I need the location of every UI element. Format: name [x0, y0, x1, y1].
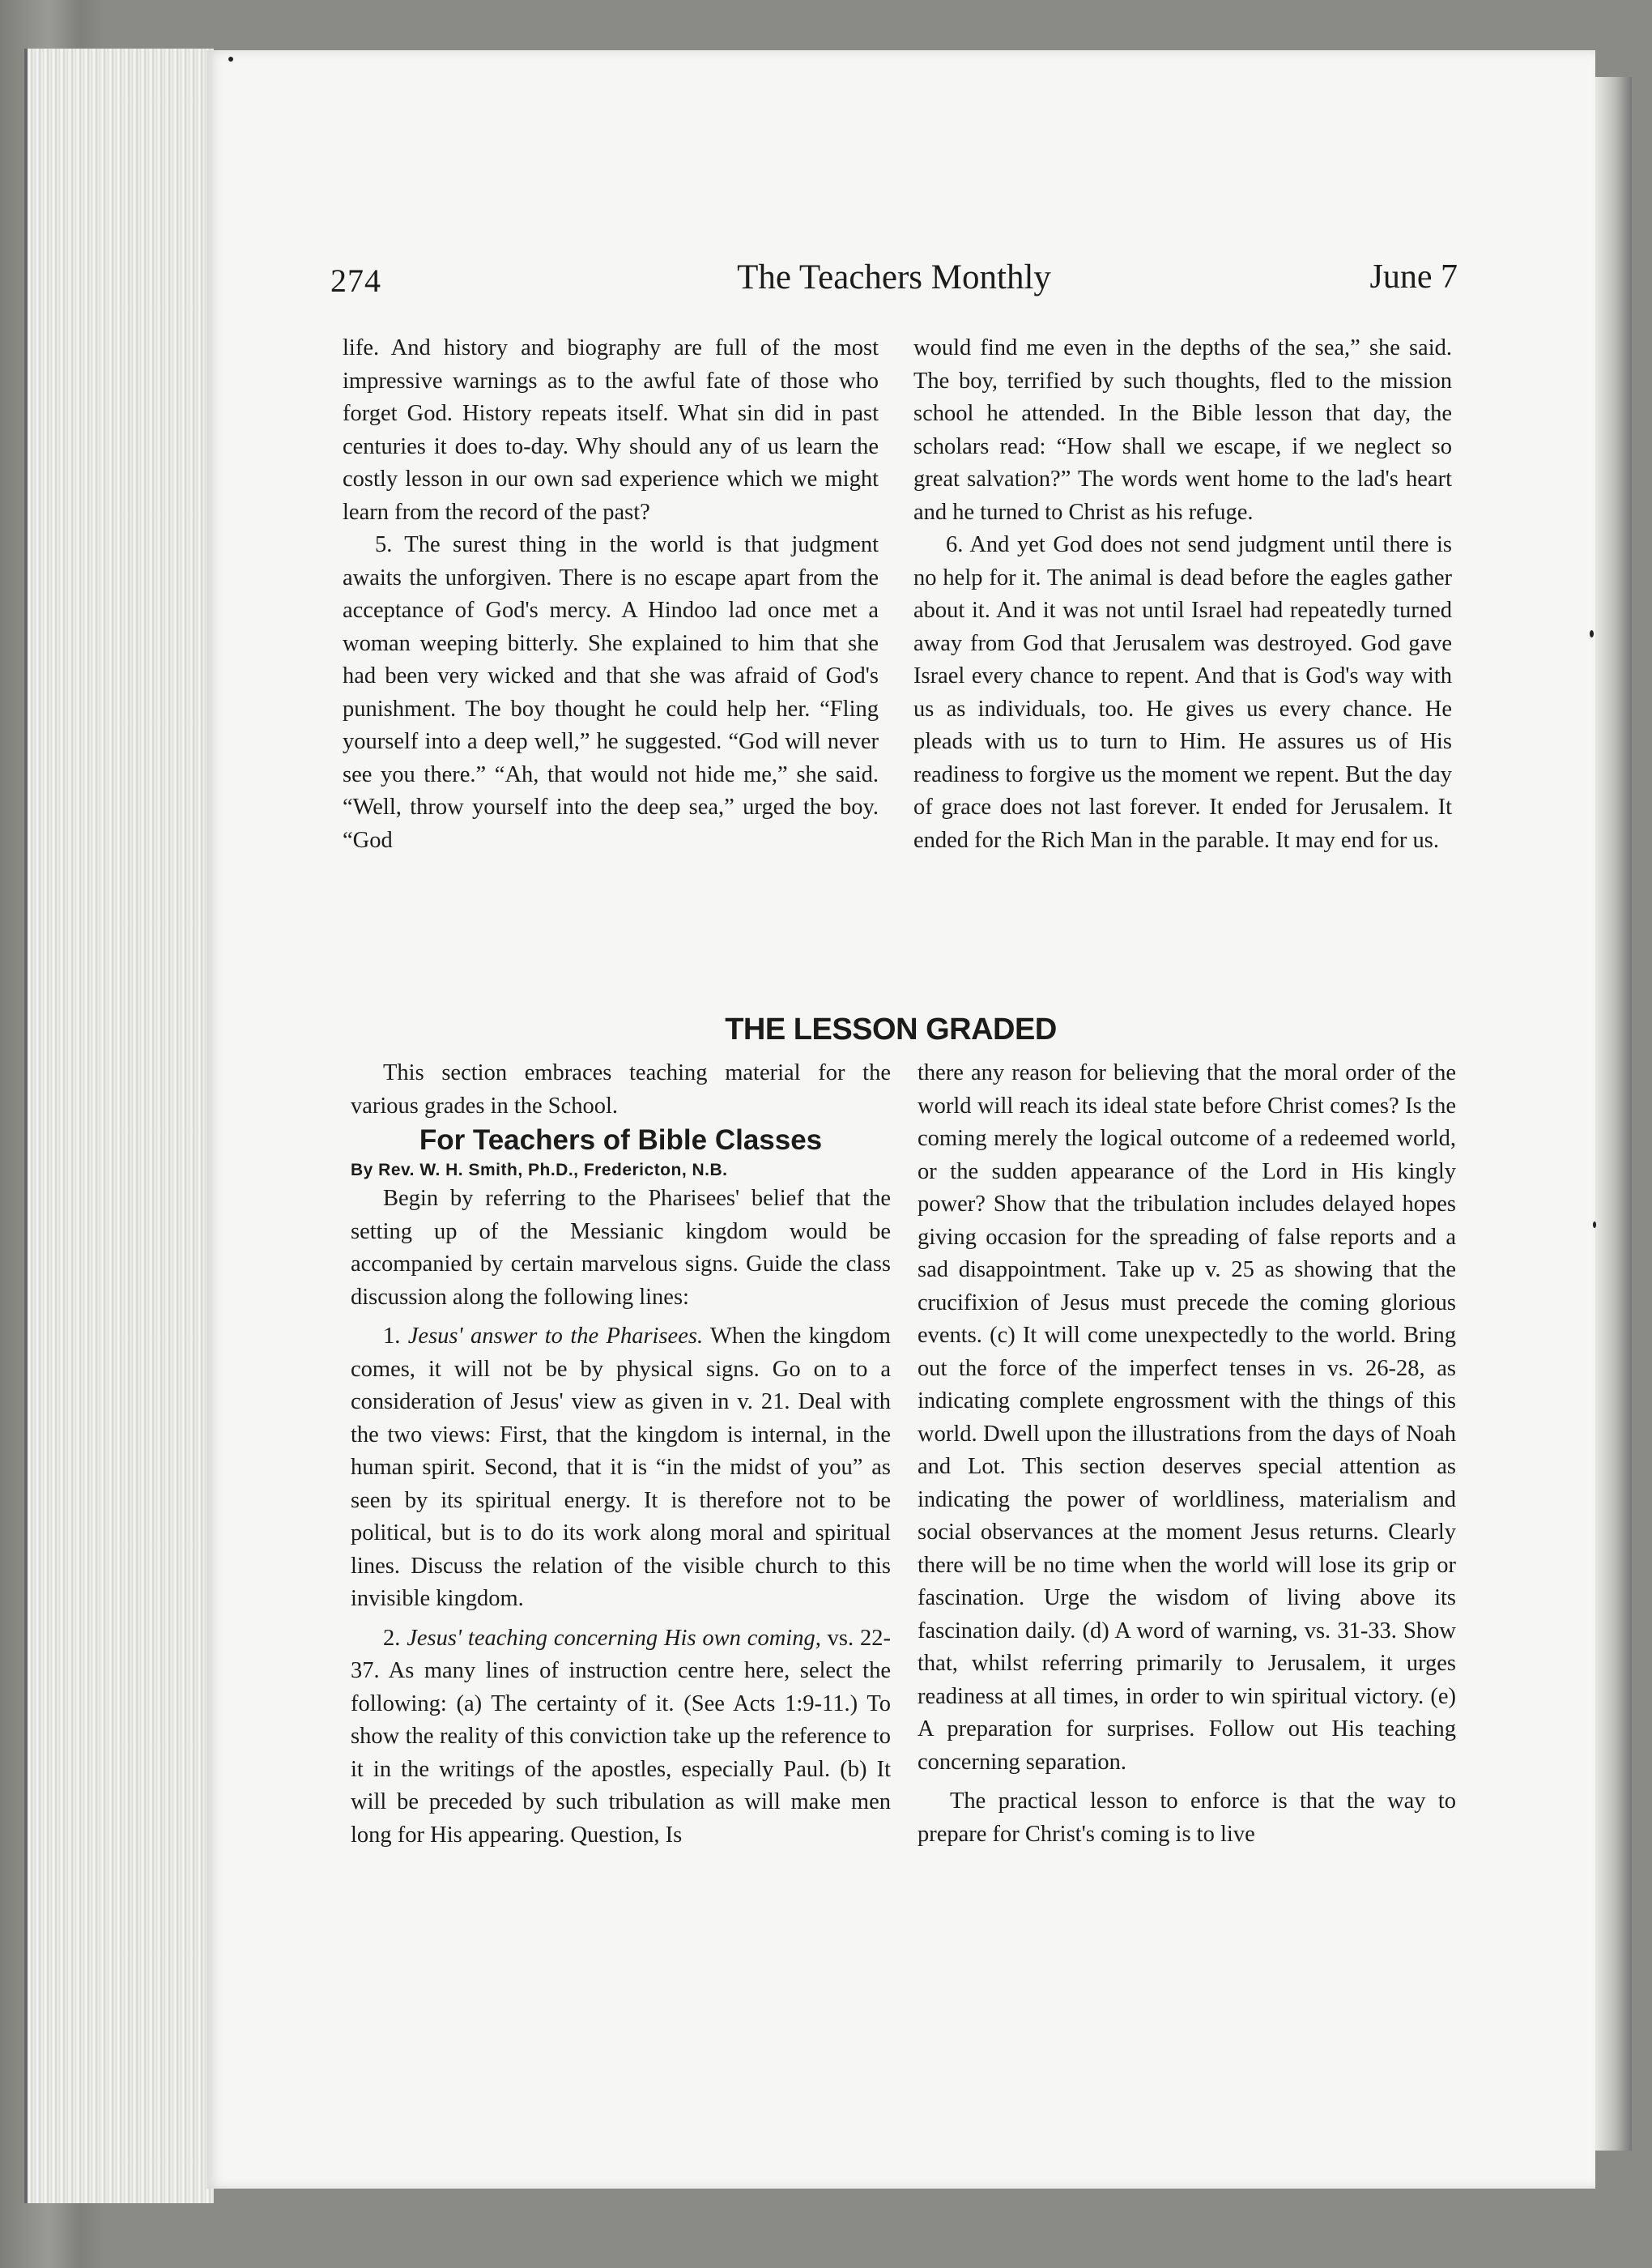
point-title: Jesus' teaching concerning His own coming, — [407, 1625, 821, 1651]
top-right-column — [913, 332, 1452, 857]
subheading: For Teachers of Bible Classes — [419, 1124, 823, 1156]
paragraph: 5. The surest thing in the world is that judgment awaits the unforgiven. There is no escape apart from the acceptance of God's mercy. A Hindoo lad once met a woman weeping bitterly. She explained to him that she had been very wicked and that she was afraid of God's punishment. The boy thought he could help her. “Fling yourself into a deep well,” he suggested. “God will never see you there.” “Ah, that would not hide me,” she said. “Well, throw yourself into the deep sea,” urged the boy. “God — [343, 532, 879, 853]
point-title: Jesus' answer to the Pharisees. — [407, 1324, 704, 1349]
page-header — [330, 258, 1458, 314]
scan-speck — [1590, 630, 1594, 637]
page-number: 274 — [330, 262, 381, 299]
point-label: 1. — [383, 1324, 408, 1349]
paragraph: life. And history and biography are full of the most impressive warnings as to the awful fate of those who forget God. History repeats itself. What sin did in past centuries it does to-day. Why should any of us learn the costly lesson in our own sad experience which we might learn from the record of the past? — [343, 335, 879, 525]
point-2 — [351, 1622, 891, 1852]
section-intro: This section embraces teaching material for the various grades in the School. — [351, 1060, 891, 1119]
journal-title: The Teachers Monthly — [737, 258, 1051, 296]
paragraph: The practical lesson to enforce is that the way to prepare for Christ's coming is to live — [918, 1788, 1456, 1847]
issue-date: June 7 — [1369, 258, 1458, 296]
point-label: 2. — [383, 1625, 407, 1651]
point-text: When the kingdom comes, it will not be by physical signs. Go on to a consideration of Jesus' view as given in v. 21. Deal with the two views: First, that the kingdom is internal, in the human spirit. Second, that it is “in the midst of you” as seen by its spiritual energy. It is therefore not to be political, but is to do its work along moral and spiritual lines. Discuss the relation of the visible church to this invisible kingdom. — [351, 1324, 891, 1611]
scan-speck — [1593, 1221, 1596, 1228]
section-title: THE LESSON GRADED — [725, 1013, 1057, 1047]
scan-speck — [228, 57, 233, 62]
paragraph: would find me even in the depths of the sea,” she said. The boy, terrified by such thoughts, fled to the mission school he attended. In the Bible lesson that day, the scholars read: “How shall we escape, if we neglect so great salvation?” The words went home to the lad's heart and he turned to Christ as his refuge. — [913, 335, 1452, 525]
paragraph: there any reason for believing that the moral order of the world will reach its ideal state before Christ comes? Is the coming merely the logical outcome of a redeemed world, or the sudden appearance of the Lord in His kingly power? Show that the tribulation includes delayed hopes giving occasion for the spreading of false reports and a sad disappointment. Take up v. 25 as showing that the crucifixion of Jesus must precede the coming glorious events. (c) It will come unexpectedly to the world. Bring out the force of the imperfect tenses in vs. 26-28, as indicating complete engrossment with the things of this world. Dwell upon the illustrations from the days of Noah and Lot. This section deserves special attention as indicating the power of worldliness, materialism and social observances at the moment Jesus returns. Clearly there will be no time when the world will lose its grip or fascination. Urge the wisdom of living above its fascination daily. (d) A word of warning, vs. 31-33. Show that, whilst referring primarily to Jerusalem, it urges readiness at all times, in order to win spiritual victory. (e) A preparation for surprises. Follow out His teaching concerning separation. — [918, 1060, 1456, 1775]
paragraph: Begin by referring to the Pharisees' belief that the setting up of the Messianic kingdom would be accompanied by certain marvelous signs. Guide the class discussion along the following lines: — [351, 1186, 891, 1310]
paragraph: 6. And yet God does not send judgment until there is no help for it. The animal is dead before the eagles gather about it. And it was not until Israel had repeatedly turned away from God that Jerusalem was destroyed. God gave Israel every chance to repent. And that is God's way with us as individuals, too. He gives us every chance. He pleads with us to turn to Him. He assures us of His readiness to forgive us the moment we repent. But the day of grace does not last forever. It ended for Jerusalem. It ended for the Rich Man in the parable. It may end for us. — [913, 532, 1452, 853]
lesson-left-column — [351, 1057, 891, 1852]
book-page-edges-left — [24, 49, 214, 2203]
point-1 — [351, 1320, 891, 1616]
book-page-edge-right — [1591, 77, 1632, 2151]
lesson-right-column — [918, 1057, 1456, 1851]
top-left-column — [343, 332, 879, 857]
point-text: vs. 22-37. As many lines of instruction centre here, select the following: (a) The certainty of it. (See Acts 1:9-11.) To show the reality of this conviction take up the reference to it in the writings of the apostles, especially Paul. (b) It will be preceded by such tribulation as will make men long for His appearing. Question, Is — [351, 1625, 891, 1848]
byline: By Rev. W. H. Smith, Ph.D., Fredericton, N.B. — [351, 1161, 728, 1179]
